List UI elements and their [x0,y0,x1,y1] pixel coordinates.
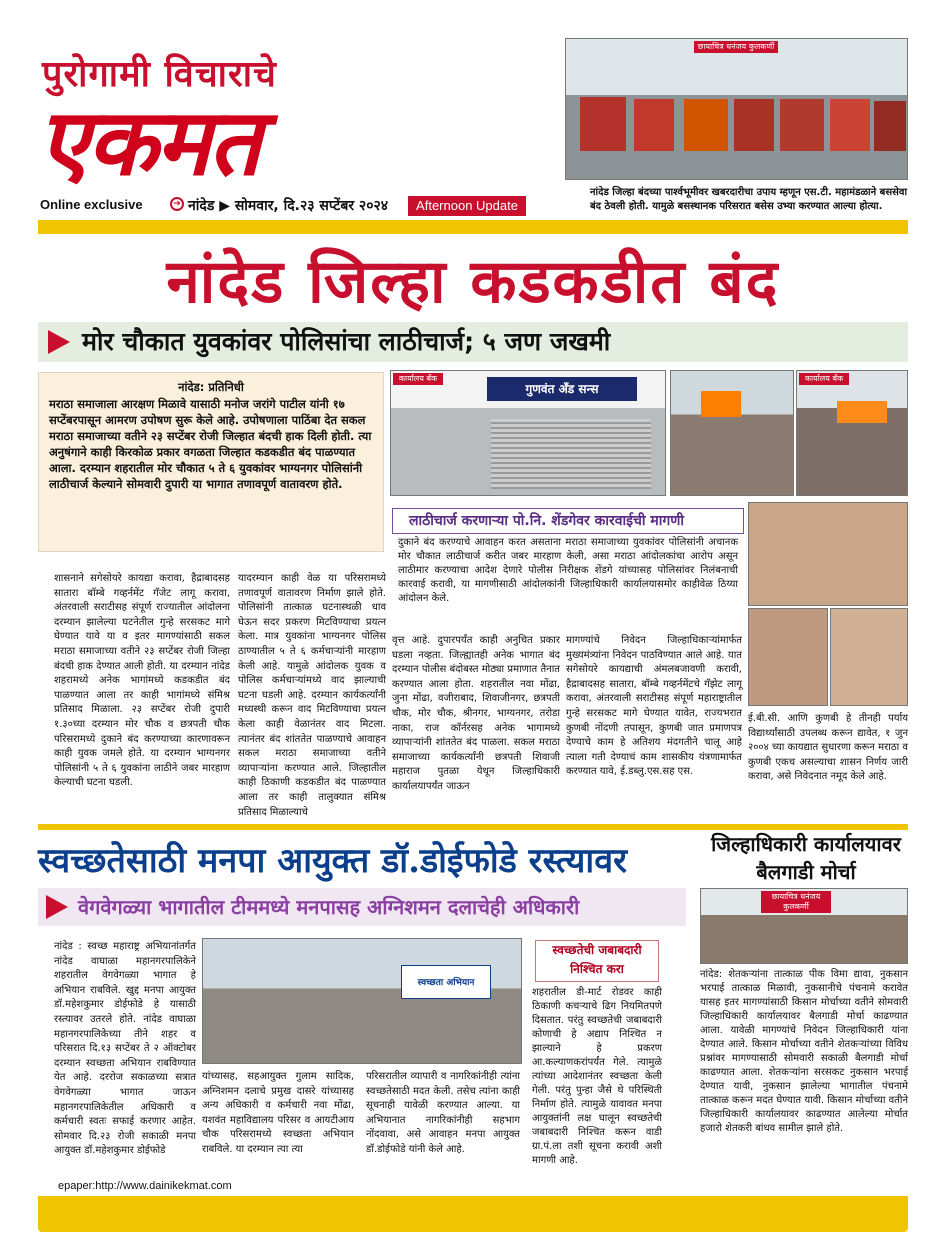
dateline: नांदेड ▶ सोमवार, दि.२३ सप्टेंबर २०२४ [188,198,389,214]
photo-tag: कार्यालय बँक [799,373,849,385]
banner-shape: स्वच्छता अभियान [401,965,491,999]
photo-credit-tag: छायाचित्र धनंजय कुलकर्णी [694,41,778,53]
responsibility-box-body: शहरातील डी-मार्ट रोडवर काही ठिकाणी कचऱ्याचे ढिग नियमितपणे दिसतात. परंतु स्वच्छतेची जबाबदारी कोणाची हे अद्याप निश्चित न झाल्याने हे प्रकरण आ.कल्याणकरांपर्यंत गेले. त्यामुळे त्यांच्या आदेशानंतर स्वच्छता केली गेली. परंतु पुन्हा जैसे थे परिस्थिती निर्माण होते. त्यामुळे यावावत मनपा आयुक्तांनी लक्ष घालून स्वच्छतेची जबाबदारी निश्चित करून वाडी ग्रा.पं.ला तशी सूचना करावी अशी मागणी आहे. [532,987,662,1166]
cleanliness-headline: स्वच्छतेसाठी मनपा आयुक्त डॉ.डोईफोडे रस्त्यावर [38,841,628,881]
cleanliness-col-3: परिसरातील व्यापारी व नागरिकांनीही त्यांना स्वच्छतेसाठी मदत केली. तसेच त्यांना काही सूचनाही यावेळी करण्यात आल्या. या अभियानात नागरिकांनीही सहभाग नोंदवावा, असे आवाहन मनपा आयुक्त डॉ.डोईफोडे यांनी केले आहे. [366,1071,520,1155]
online-exclusive-label: Online exclusive [40,197,143,212]
main-col-4: मागण्यांचे निवेदन जिल्हाधिकाऱ्यांमार्फत मुख्यमंत्र्यांना निवेदन पाठविण्यात आले आहे. यात सगेसोयरे कायद्याची अंमलबजावणी करावी, हैद्राबादसह सातारा, बॉम्बे गव्हर्नमेंटचे गॅझेट लागू करावा, अंतरवाली सराटीसह संपूर्ण महाराष्ट्रातील गुन्हे सरसकट मागे घेण्यात यावेत, राज्यभरात कुणबी नोंदणी तपासून, कुणबी जात प्रमाणपत्र देण्याचे काम हे अतिशय मंदगतीने चालू आहे त्याला गती देण्याचं काम शासकीय यंत्रणामार्फत करण्यात यावे, ई.डब्लु.एस.सह एस. [566,635,742,778]
main-subhead-text: मोर चौकात युवकांवर पोलिसांचा लाठीचार्ज; ५ जण जखमी [82,327,611,356]
cleanliness-drive-photo [202,938,522,1064]
shutter-shape [491,419,651,489]
lathicharge-box-body: दुकाने बंद करण्याचे आवाहन करत असताना मराठा समाजाच्या युवकांवर पोलिसांनी अचानक मोर चौकात लाठीचार्ज करीत जबर मारहाण केली, असा मराठा आंदोलकांचा आरोप असून लाठीमार करण्याचा आदेश देणारे पोलीस निरीक्षक शेंडगे यांच्यासह पोलिसांवर निलंबनाची कारवाई करावी, या मागणीसाठी आंदोलकांनी जिल्हाधिकारी कार्यालयासमोर काहीवेळ ठिय्या आंदोलन केले. [398,537,738,604]
epaper-link[interactable]: epaper:http://www.dainikekmat.com [58,1180,232,1192]
lead-source: नांदेड: प्रतिनिधी [178,380,244,394]
main-col-5: ई.बी.सी. आणि कुणबी हे तीनही पर्याय विद्यार्थ्यांसाठी उपलब्ध करून द्यावेत, १ जुन २००४ च्या कायद्यात सुधारणा करून मराठा व कुणबी एकच असल्याचा शासन निर्णय जारी करावा, असे निवेदनात नमूद केले आहे. [748,713,908,783]
bus-shape [874,101,906,151]
yellow-divider [38,220,908,234]
bullock-cart-photo [700,888,908,964]
bus-shape [684,99,728,151]
photo-credit-tag: छायाचित्र धनंजय कुलकर्णी [761,891,831,913]
lead-text: मराठा समाजाला आरक्षण मिळावे यासाठी मनोज जरांगे पाटील यांनी १७ सप्टेंबरपासून आमरण उपोषण सुरू केले आहे. उपोषणाला पाठिंबा देत सकल मराठा समाजाच्या वतीने २३ सप्टेंबर रोजी जिल्हात बंदची हाक दिली होती. त्या अनुषंगाने काही किरकोळ प्रकार वगळता जिल्हात कडकडीत बंद पाळण्यात आला. दरम्यान शहरातील मोर चौकात ५ ते ६ युवकांवर भाग्यनगर पोलिसांनी लाठीचार्ज केल्याने सोमवारी दुपारी या भागात तणावपूर्ण वातावरण होते. [49,397,372,491]
bus-shape [634,99,674,151]
cleanliness-col-1: नांदेड : स्वच्छ महाराष्ट्र अभियानांतर्गत नांदेड वाघाळा महानगरपालिकेने शहरातील वेगवेगळ्या भागात हे अभियान राबविले. खुद्द मनपा आयुक्त डॉ.महेशकुमार डोईफोडे हे यासाठी रस्त्यावर उतरले होते. नांदेड वाघाळा महानगरपालिकेच्या तीने शहर व परिसरात दि.१३ सप्टेंबर ते २ ऑक्टोबर दरम्यान स्वच्छता अभियान राबविण्यात येत आहे. दररोज सकाळच्या सत्रात वेगवेगळ्या भागात जाऊन महानगरपालिकेतील अधिकारी व कर्मचारी स्वतः सफाई करणार आहेत. सोमवार दि.२३ रोजी सकाळी मनपा आयुक्त डॉ.महेशकुमार डोईफोडे [54,941,196,1157]
bus-photo-caption: नांदेड जिल्हा बंदच्या पार्श्वभूमीवर खबरदारीचा उपाय म्हणून एस.टी. महामंडळाने बससेवा बंद ठेवली होती. यामुळे बसस्थानक परिसरात बसेस उभ्या करण्यात आल्या होत्या. [590,187,908,212]
protest-march-photo [670,370,794,496]
red-triangle-icon [46,895,68,919]
shop-sign: गुणवंत अँड सन्स [487,377,637,401]
bus-shape [780,99,824,151]
closed-shops-photo [390,370,666,496]
masthead-tagline: पुरोगामी विचाराचे [42,53,277,95]
injury-photo [748,502,908,606]
bus-depot-photo [565,38,908,180]
responsibility-box-title: स्वच्छतेची जबाबदारी निश्चित करा [535,940,659,982]
lathicharge-box-title: लाठीचार्ज करणाऱ्या पो.नि. शेंडगेवर कारवाईची मागणी [392,508,744,534]
bus-shape [580,97,626,151]
main-headline: नांदेड जिल्हा कडकडीत बंद [166,247,780,317]
masthead-logo: एकमत [38,88,259,196]
edition-badge: Afternoon Update [408,196,526,216]
main-col-3: वृत्त आहे. दुपारपर्यंत काही अनुचित प्रकार घडला नव्हता. जिल्ह्यातही अनेक भागात बंद दरम्यान पोलीस बंदोबस्त मोठ्या प्रमाणात तैनात करण्यात आला होता. शहरातील नवा मोंढा, जुना मोंढा, वजीराबाद, शिवाजीनगर, छत्रपती चौक, मोर चौक, श्रीनगर, भाग्यनगर, तरोडा नाका, राज कॉर्नरसह अनेक भागामध्ये व्यापाऱ्यांनी शांततेत बंद पाळला. सकल मराठा समाजाच्या कार्यकर्त्यांनी छत्रपती शिवाजी महाराज पुतळा येथून जिल्हाधिकारी कार्यालयापर्यंत जाऊन [392,635,560,792]
lead-box [38,372,384,552]
bullock-cart-headline: जिल्हाधिकारी कार्यालयावर बैलगाडी मोर्चा [711,832,901,884]
injury-photo [748,608,828,706]
footer-bar [38,1196,908,1232]
protest-crowd-photo [796,370,908,496]
flag-shape [837,401,887,423]
cleanliness-subhead-text: वेगवेगळ्या भागातील टीममध्ये मनपासह अग्निशमन दलाचेही अधिकारी [78,895,580,919]
cleanliness-col-2: यांच्यासह, सहआयुक्त गुलाम सादिक, अग्निशमन दलाचे प्रमुख दासरे यांच्यासह अन्य अधिकारी व कर्मचारी नवा मोंढा, यशवंत महाविद्यालय परिसर व आयटीआय चौक परिसरामध्ये स्वच्छता अभियान राबविले. या दरम्यान त्या त्या [202,1071,354,1155]
main-subhead [38,322,908,362]
red-triangle-icon [48,330,70,354]
injury-photo [830,608,908,706]
main-col-2: यादरम्यान काही वेळ या परिसरामध्ये तणावपूर्ण वातावरण निर्माण झाले होते. पोलिसांनी तात्काळ घटनास्थळी धाव घेऊन सदर प्रकरण मिटविण्याचा प्रयत्न केला. मात्र युवकांना भाग्यनगर पोलिस ठाण्यातील ५ ते ६ कर्मचाऱ्यांनी मारहाण केली आहे. यामुळे आंदोलक युवक व पोलिस कर्मचाऱ्यांमध्ये वाद झाल्याची घटना घडली आहे. दरम्यान कार्यकर्त्यांनी मध्यस्थी करून वाद मिटविण्याचा प्रयत्न केला काही वेळानंतर वाद मिटला. त्यानंतर बंद शांततेत पाळण्याचे आवाहन सकल मराठा समाजाच्या वतीने व्यापाऱ्यांना करण्यात आले. जिल्हातील काही ठिकाणी कडकडीत बंद पाळण्यात आला तर काही तालुक्यात संमिश्र प्रतिसाद मिळाल्याचे [238,573,386,818]
main-col-1: शासनाने सगेसोयरे कायद्या करावा, हैद्राबादसह सातारा बॉम्बे गव्हर्नमेंट गॅजेट लागू करावा, अंतरवाली सराटीसह संपूर्ण राज्यातील आंदोलना दरम्यान झालेल्या घटनेतील गुन्हे सरसकट मागे घेण्यात यावे या व इतर मागण्यांसाठी सकल मराठा समाजाच्या वतीने २३ सप्टेंबर रोजी जिल्हा बंदची हाक देण्यात आली होती. या दरम्यान नांदेड शहरामध्ये अनेक भागांमध्ये कडकडीत बंद पाळण्यात आला तर काही भागांमध्ये संमिश्र प्रतिसाद मिळाला. २३ सप्टेंबर रोजी दुपारी १.३०च्या दरम्यान मोर चौक व छत्रपती चौक परिसरामध्ये दुकाने बंद करण्याच्या कारणावरून काही युवक जमले होते. या दरम्यान भाग्यनगर पोलिसांनी ५ ते ६ युवकांना लाठीने जबर मारहाण केल्याची घटना घडली. [54,573,230,789]
arrow-right-icon: ➔ [170,197,184,211]
bullock-cart-body: नांदेड: शेतकऱ्यांना तात्काळ पीक विमा द्यावा, नुकसान भरपाई तात्काळ मिळावी, नुकसानीचे पंचनामे करावेत यासह इतर मागण्यांसाठी किसान मोर्चाच्या वतीने सोमवारी जिल्हाधिकारी कार्यालयावर बैलगाडी मोर्चा काढण्यात आला. यावेळी मागण्यांचे निवेदन जिल्हाधिकारी यांना देण्यात आले. किसान मोर्चाच्या वतीने शेतकऱ्यांच्या विविध प्रश्नांवर मागण्यासाठी सोमवारी सकाळी बैलगाडी मोर्चा काढण्यात आला. शेतकऱ्यांना सरसकट नुकसान भरपाई देण्यात यावी, नुकसान झालेल्या भागातील पंचनामे तात्काळ करून मदत घेण्यात यावी. किसान मोर्चाच्या वतीने जिल्हाधिकारी कार्यालयावर काढण्यात आलेल्या मोर्चात हजारो शेतकरी बांधव सामील झाले होते. [700,969,908,1134]
photo-tag: कार्यालय बँक [393,373,443,385]
flag-shape [701,391,741,417]
bus-shape [734,99,774,151]
cleanliness-subhead [38,888,686,926]
bus-shape [830,99,870,151]
